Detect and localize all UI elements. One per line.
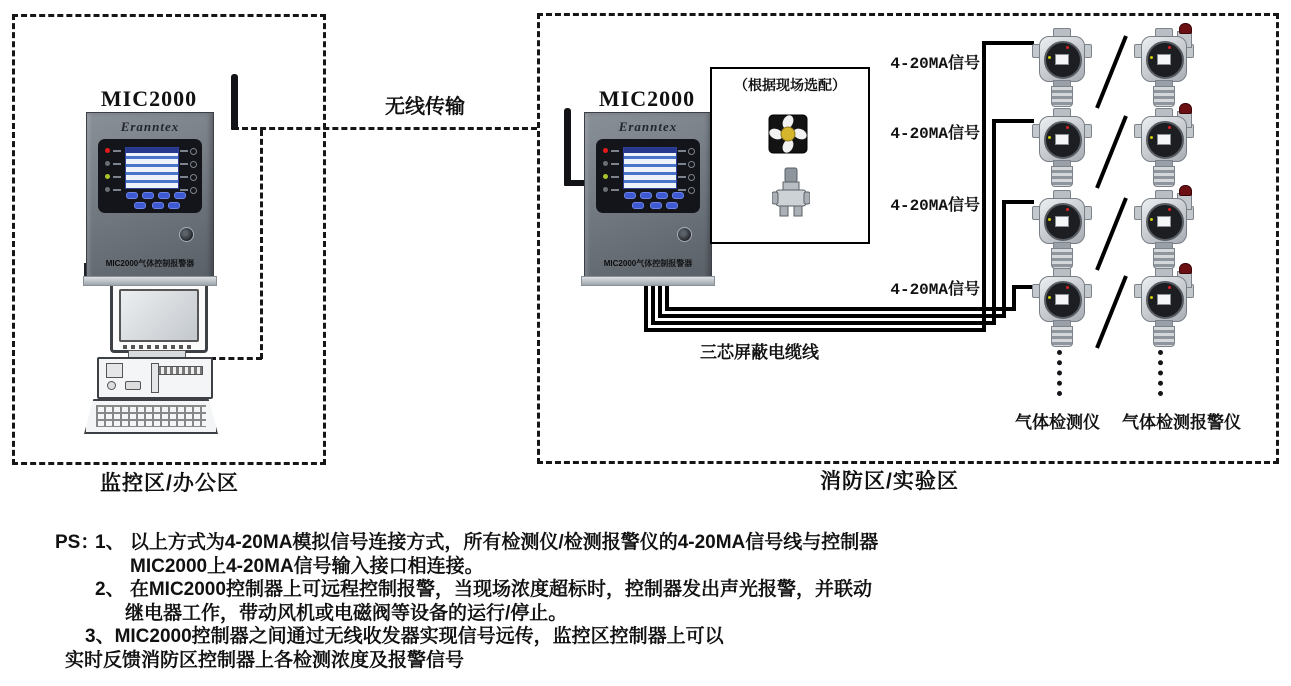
keypad-button (174, 192, 186, 199)
terminal-mark (678, 163, 686, 165)
terminal-mark (180, 189, 188, 191)
note-line: 2、 在MIC2000控制器上可远程控制报警，当现场浓度超标时，控制器发出声光报警，并联动 (95, 579, 872, 600)
terminal-dot (688, 174, 695, 181)
lock-icon (179, 227, 194, 242)
keypad-button (126, 192, 138, 199)
power-led-icon (603, 174, 608, 179)
alarm-beacon-icon (1179, 263, 1192, 274)
alarm-column-label: 气体检测报警仪 (1122, 413, 1241, 432)
alarm-beacon-icon (1179, 185, 1192, 196)
cable-row4 (667, 281, 1034, 309)
keypad-button (640, 192, 652, 199)
gas-detector (1032, 268, 1090, 348)
terminal-dot (190, 174, 197, 181)
solenoid-valve-icon (772, 166, 810, 220)
led-label-mark (113, 189, 121, 191)
left-controller (86, 112, 214, 286)
lock-icon (677, 227, 692, 242)
right-controller-nameplate: MIC2000气体控制报警器 (603, 259, 693, 268)
signal-label-2: 4-20MA信号 (890, 125, 980, 143)
fan-icon (768, 114, 808, 154)
alarm-beacon-icon (1179, 103, 1192, 114)
led-label-mark (611, 176, 619, 178)
terminal-dot (190, 187, 197, 194)
led-label-mark (113, 150, 121, 152)
keypad-button (666, 202, 678, 209)
keypad-button (672, 192, 684, 199)
terminal-dot (688, 148, 695, 155)
keypad-button (624, 192, 636, 199)
right-controller (584, 112, 712, 286)
gas-detector-alarm (1134, 190, 1192, 270)
gas-detector (1032, 108, 1090, 188)
terminal-mark (678, 189, 686, 191)
terminal-mark (678, 150, 686, 152)
led-icon (105, 187, 110, 192)
alarm-led-icon (603, 148, 608, 153)
left-controller-brand: Eranntex (120, 119, 180, 134)
signal-label-3: 4-20MA信号 (890, 197, 980, 215)
slash-row3 (1097, 198, 1126, 270)
keypad-button (650, 202, 662, 209)
left-controller-title: MIC2000 (100, 86, 198, 111)
controller-mount (83, 276, 217, 286)
slash-row2 (1097, 116, 1126, 188)
terminal-mark (180, 176, 188, 178)
keypad-button (152, 202, 164, 209)
slash-row1 (1097, 36, 1126, 108)
gas-detector-alarm (1134, 268, 1192, 348)
keypad-button (632, 202, 644, 209)
note-line: MIC2000上4-20MA信号输入接口相连接。 (130, 555, 484, 577)
ps-prefix: PS： (55, 532, 100, 553)
keypad-button (656, 192, 668, 199)
left-controller-nameplate: MIC2000气体控制报警器 (105, 259, 195, 268)
left-controller-lcd (125, 147, 179, 189)
terminal-mark (678, 176, 686, 178)
terminal-dot (190, 148, 197, 155)
cable-label: 三芯屏蔽电缆线 (700, 343, 819, 362)
detector-column-label: 气体检测仪 (1015, 413, 1100, 432)
terminal-mark (180, 150, 188, 152)
led-label-mark (611, 163, 619, 165)
right-controller-brand: Eranntex (618, 119, 678, 134)
terminal-dot (688, 187, 695, 194)
keypad-button (168, 202, 180, 209)
right-controller-title: MIC2000 (598, 86, 696, 111)
terminal-dot (688, 161, 695, 168)
led-icon (603, 161, 608, 166)
led-icon (105, 161, 110, 166)
keypad-button (142, 192, 154, 199)
alarm-beacon-icon (1179, 23, 1192, 34)
power-led-icon (105, 174, 110, 179)
controller-mount (581, 276, 715, 286)
gas-detector (1032, 28, 1090, 108)
signal-label-1: 4-20MA信号 (890, 55, 980, 73)
note-line: 3、MIC2000控制器之间通过无线收发器实现信号远传，监控区控制器上可以 (85, 626, 724, 647)
led-label-mark (611, 150, 619, 152)
led-label-mark (611, 189, 619, 191)
fire-zone-label: 消防区/实验区 (820, 470, 959, 493)
note-line: 继电器工作，带动风机或电磁阀等设备的运行/停止。 (125, 602, 568, 624)
led-icon (603, 187, 608, 192)
terminal-mark (180, 163, 188, 165)
led-label-mark (113, 176, 121, 178)
wireless-label: 无线传输 (385, 96, 465, 118)
right-controller-lcd (623, 147, 677, 189)
signal-label-4: 4-20MA信号 (890, 281, 980, 299)
left-controller-panel (98, 139, 202, 213)
gas-detector-alarm (1134, 108, 1192, 188)
right-controller-panel (596, 139, 700, 213)
alarm-led-icon (105, 148, 110, 153)
monitoring-zone-label: 监控区/办公区 (100, 472, 239, 495)
optional-equipment-title: （根据现场选配） (734, 77, 846, 93)
keypad-button (158, 192, 170, 199)
terminal-dot (190, 161, 197, 168)
keypad-button (134, 202, 146, 209)
slash-row4 (1097, 276, 1126, 348)
gas-detector (1032, 190, 1090, 270)
note-line: 实时反馈消防区控制器上各检测浓度及报警信号 (65, 649, 465, 671)
note-line: 1、 以上方式为4-20MA模拟信号连接方式，所有检测仪/检测报警仪的4-20MA信号线与控制器 (95, 532, 879, 553)
gas-detector-alarm (1134, 28, 1192, 108)
led-label-mark (113, 163, 121, 165)
